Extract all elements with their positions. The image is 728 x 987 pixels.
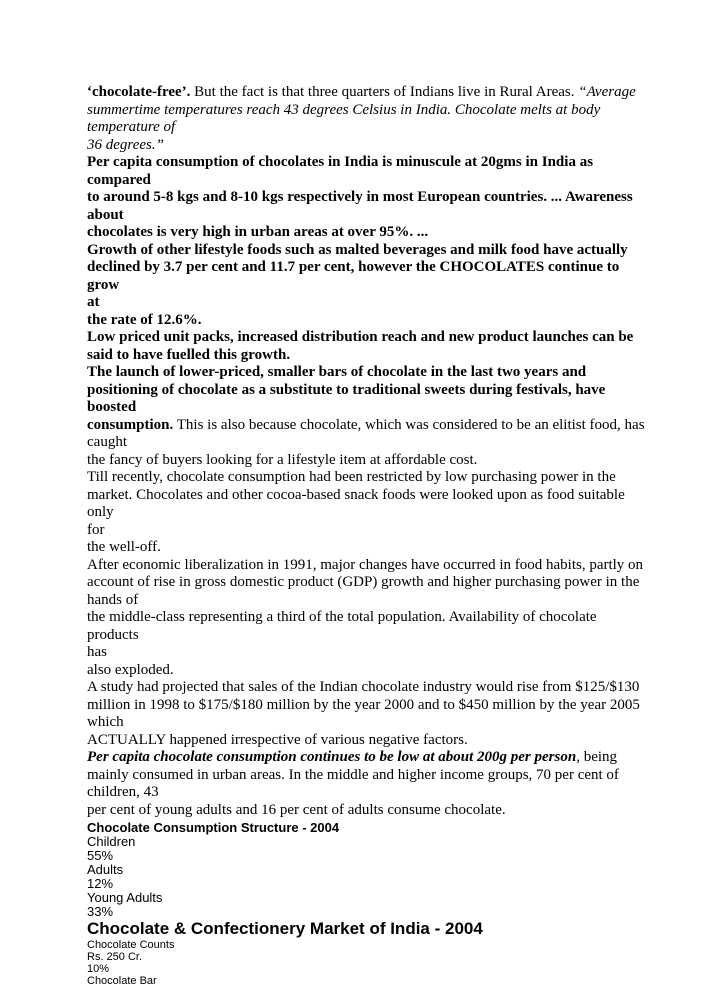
text-line: the fancy of buyers looking for a lifestyle item at affordable cost.: [87, 451, 478, 468]
text-line: which: [87, 714, 124, 730]
text-line: the rate of 12.6%.: [87, 311, 202, 328]
text-line: A study had projected that sales of the Indian chocolate industry would rise from $125/$130: [87, 679, 640, 695]
text-line: The launch of lower-priced, smaller bars of chocolate in the last two years and: [87, 364, 587, 380]
structure-item: 33%: [87, 904, 114, 919]
text-line: mainly consumed in urban areas. In the middle and higher income groups, 70 per cent of: [87, 766, 619, 783]
text-line: also exploded.: [87, 661, 174, 678]
text-run: But the fact is that three quarters of Indians live in Rural Areas.: [190, 84, 579, 100]
text-run: This is also because chocolate, which was considered to be an elitist food, has: [173, 416, 645, 433]
text-line: caught: [87, 434, 127, 450]
text-line: million in 1998 to $175/$180 million by the year 2000 and to $450 million by the year 2005: [87, 696, 640, 713]
text-line: has: [87, 644, 107, 660]
text-line: about: [87, 206, 124, 223]
market-item: 10%: [87, 963, 110, 975]
text-run: , being: [576, 749, 618, 765]
text-line: temperature of: [87, 119, 176, 135]
text-line: children, 43: [87, 784, 159, 800]
text-line: at: [87, 294, 100, 310]
market-item: Chocolate Bar: [87, 975, 157, 987]
text-line: for: [87, 521, 105, 538]
text-line: per cent of young adults and 16 per cent of adults consume chocolate.: [87, 801, 506, 818]
market-heading: Chocolate & Confectionery Market of India - 2004: [87, 919, 483, 938]
text-line: [87, 749, 647, 767]
text-line: said to have fuelled this growth.: [87, 346, 291, 363]
text-line: Till recently, chocolate consumption had been restricted by low purchasing power in the: [87, 469, 616, 485]
structure-item: Adults: [87, 862, 124, 877]
text-line: market. Chocolates and other cocoa-based snack foods were looked upon as food suitable only: [87, 486, 625, 520]
text-line: account of rise in gross domestic product (GDP) growth and higher purchasing power in the: [87, 574, 640, 590]
text-line: the middle-class representing a third of the total population. Availability of chocolate products: [87, 609, 597, 643]
text-line: [87, 84, 647, 102]
consumption-structure-heading: Chocolate Consumption Structure - 2004: [87, 820, 340, 835]
bold-phrase: consumption.: [87, 416, 174, 433]
text-line: hands of: [87, 591, 139, 608]
text-line: After economic liberalization in 1991, major changes have occurred in food habits, partly on: [87, 556, 644, 573]
market-item: Rs. 250 Cr.: [87, 951, 143, 963]
text-line: declined by 3.7 per cent and 11.7 per cent, however the CHOCOLATES continue to grow: [87, 259, 620, 293]
text-line: Low priced unit packs, increased distribution reach and new product launches can be: [87, 329, 634, 345]
bold-phrase: ‘chocolate-free’.: [87, 84, 191, 100]
bold-italic-phrase: Per capita chocolate consumption continues to be low at about 200g per person: [87, 749, 577, 765]
text-line: Growth of other lifestyle foods such as malted beverages and milk food have actually: [87, 241, 628, 258]
document-page: [87, 84, 647, 987]
structure-item: Young Adults: [87, 890, 163, 905]
market-item: Chocolate Counts: [87, 939, 175, 951]
text-line: ACTUALLY happened irrespective of various negative factors.: [87, 731, 468, 748]
text-line: summertime temperatures reach 43 degrees Celsius in India. Chocolate melts at body: [87, 101, 601, 118]
text-line: Per capita consumption of chocolates in India is minuscule at 20gms in India as compared: [87, 154, 594, 188]
text-line: 36 degrees.”: [87, 136, 164, 153]
italic-quote: “Average: [578, 84, 636, 100]
structure-item: Children: [87, 834, 136, 849]
text-line: chocolates is very high in urban areas at over 95%. ...: [87, 224, 429, 240]
text-line: to around 5-8 kgs and 8-10 kgs respectively in most European countries. ... Awareness: [87, 189, 633, 205]
text-line: [87, 417, 647, 435]
structure-item: 55%: [87, 848, 114, 863]
text-line: the well-off.: [87, 539, 161, 555]
structure-item: 12%: [87, 876, 114, 891]
text-line: positioning of chocolate as a substitute to traditional sweets during festivals, have boosted: [87, 381, 606, 415]
